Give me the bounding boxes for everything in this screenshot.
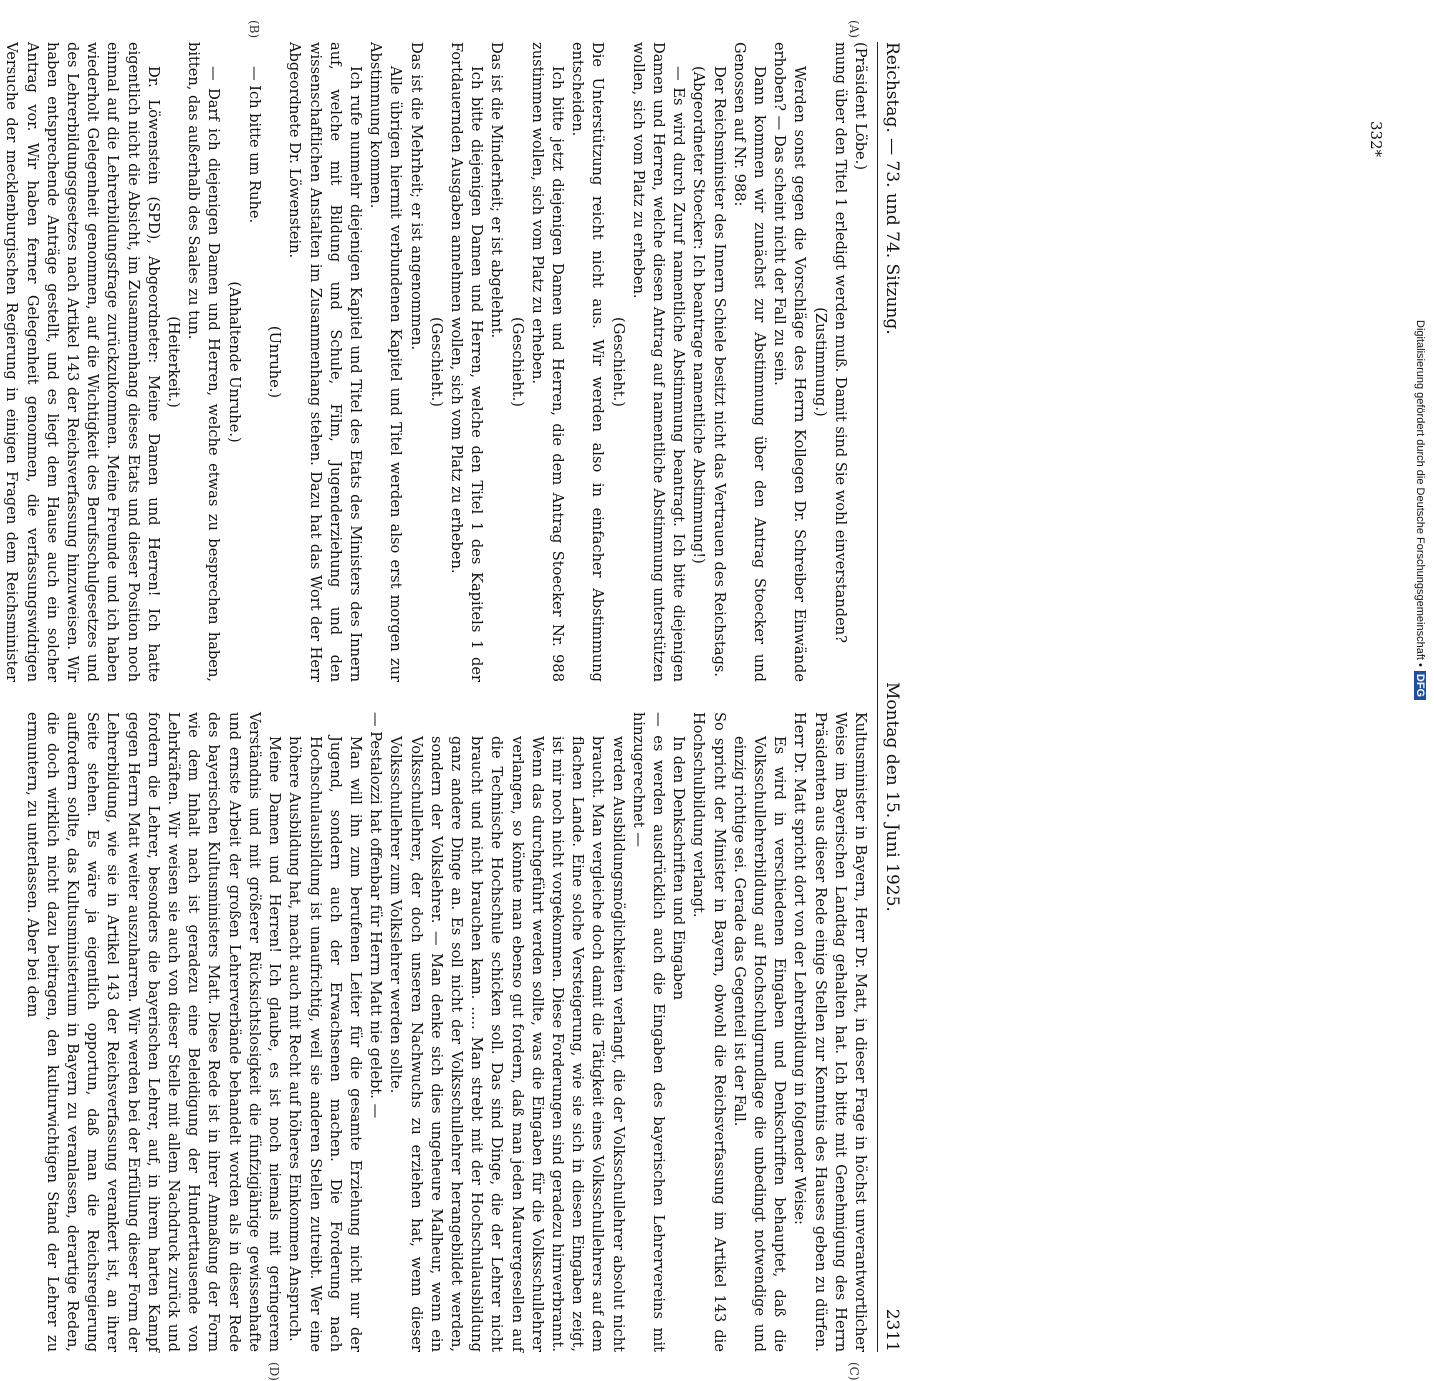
paragraph: (Zustimmung.) — [811, 307, 829, 417]
paragraph: werden Ausbildungsmöglichkeiten verlangt, die der Volksschullehrer absolut nicht braucht. Man vergleiche doch damit die Tätigkeit eines Volksschullehrers auf dem flachen Lande. Eine solche Versteigerung, wie sie sich in diesen Eingaben zeigt, ist mir noch nicht vorgekommen. Diese Forderungen sind geradezu hirnverbrannt. Wenn das durchgeführt werden sollte, was die Eingaben für die Volksschullehrer verlangen, so könnte man ebenso gut fordern, daß man jeden Maurergesellen auf die Technische Hochschule schicken soll. Das sind Dinge, die der Lehrer nicht braucht und nicht brauchen kann. ..... Man strebt mit der Hochschulausbildung ganz andere Dinge an. Es soll nicht der Volksschullehrer herangebildet werden, sondern der Volkslehrer. — Man denke sich dies ungeheure Malheur, wenn ein Volksschullehrer, der doch unseren Nachwuchs zu erziehen hat, wenn dieser Volksschullehrer zum Volkslehrer werden sollte. — [387, 736, 627, 1352]
paragraph: Ich bitte diejenigen Damen und Herren, welche den Titel 1 des Kapitels 1 der Fortdauernden Ausgaben annehmen wollen, sich vom Platz zu erheben. — [447, 42, 486, 682]
paragraph: — Darf ich diejenigen Damen und Herren, welche etwas zu besprechen haben, bitten, das außerhalb des Saales zu tun. — [185, 42, 223, 682]
paragraph: Das ist die Mehrheit; er ist angenommen. — [407, 42, 425, 351]
paragraph: Alle übrigen hiermit verbundenen Kapitel und Titel werden also erst morgen zur Abstimmung kommen. — [367, 42, 405, 682]
footer-signature: 332* — [1367, 121, 1385, 158]
paragraph: Dann kommen wir zunächst zur Abstimmung über den Antrag Stoecker und Genossen auf Nr. 988: — [730, 42, 768, 682]
dfg-logo: DFG — [1414, 671, 1426, 700]
paragraph: (Geschieht.) — [508, 317, 526, 407]
sidebar-credit — [1412, 0, 1430, 1000]
margin-mark-b: (B) — [247, 20, 261, 39]
paragraph: Dr. Löwenstein (SPD), Abgeordneter: Meine Damen und Herren! Ich hatte eigentlich nicht die Absicht, im Zusammenhang dieses Etats und dieser Position noch einmal auf die Lehrerbildungsfrage zurückzukommen. Meine Freunde und ich haben wiederholt Gelegenheit genommen, auf die Wichtigkeit des Berufsschulgesetzes und des Lehrerbildungsgesetzes nach Artikel 143 der Reichsverfassung hinzuweisen. Wir haben entsprechende Anträge gestellt, und es liegt dem Hause auch ein solcher Antrag vor. Wir haben ferner Gelegenheit genommen, die verfassungswidrigen Versuche der mecklenburgischen Regierung in einigen Fragen dem Reichsminister — [3, 42, 162, 682]
paragraph: (Geschieht.) — [609, 317, 627, 407]
margin-mark-c: (C) — [847, 1362, 861, 1381]
paragraph: — Ich bitte um Ruhe. — [245, 66, 263, 224]
margin-mark-a: (A) — [847, 20, 861, 39]
paragraph: Das ist die Minderheit; er ist abgelehnt. — [488, 42, 506, 339]
paragraph: In den Denkschriften und Eingaben — [670, 736, 688, 1000]
paragraph: (Präsident Löbe.) — [852, 42, 869, 171]
paragraph: — Es wird durch Zuruf namentliche Abstimmung beantragt. Ich bitte diejenigen Damen und Herren, welche diesen Antrag auf namentliche Abstimmung unterstützen wollen, sich vom Platz zu erheben. — [629, 42, 688, 682]
paragraph: (Unruhe.) — [266, 325, 284, 399]
paragraph: Ich bitte jetzt diejenigen Damen und Herren, die dem Antrag Stoecker Nr. 988 zustimmen wollen, sich vom Platz zu erheben. — [528, 42, 566, 682]
paragraph: — es werden ausdrücklich auch die Eingaben des bayerischen Lehrervereins mit hinzugerechnet — — [629, 712, 667, 1352]
header-left: Reichstag. — 73. und 74. Sitzung. — [882, 42, 902, 335]
paragraph: (Heiterkeit.) — [165, 316, 183, 408]
page-header — [877, 42, 904, 1352]
header-date: Montag den 15. Juni 1925. — [882, 682, 902, 912]
right-column — [23, 712, 870, 1352]
paragraph: Man will ihn zum berufenen Leiter für die gesamte Erziehung nicht nur der Jugend, sondern auch der Erwachsenen machen. Die Forderung nach Hochschulausbildung ist unaufrichtig, weil sie anderen Stellen zutreibt. Wer eine höhere Ausbildung hat, macht auch mit Recht auf höheres Einkommen Anspruch. — [286, 736, 364, 1352]
margin-mark-d: (D) — [267, 1362, 281, 1381]
paragraph: (Anhaltende Unruhe.) — [225, 281, 243, 443]
paragraph: Meine Damen und Herren! Ich glaube, es ist noch niemals mit geringerem Verständnis und mit größerer Rücksichtslosigkeit die fünfzigjährige gewissenhafte und ernste Arbeit der großen Lehrerverbände behandelt worden als in dieser Rede des bayerischen Kultusministers Matt. Diese Rede ist in ihrer Anmaßung der Form wie dem Inhalt nach ist geradezu eine Beleidigung der Hunderttausende von Lehrkräften. Wir weisen sie auch von dieser Stelle mit allem Nachdruck zurück und fordern die Lehrer, besonders die bayerischen Lehrer, auf, in ihrem harten Kampf gegen Herrn Matt weiter auszuharren. Wir werden bei der Erfüllung dieser Form der Lehrerbildung, wie sie in Artikel 143 der Reichsverfassung verankert ist, an ihrer Seite stehen. Es wäre ja eigentlich opportun, daß man die Reichsregierung auffordern sollte, das Kultusministerium in Bayern zu veranlassen, derartige Reden, die doch wirklich nicht dazu beitragen, den kulturwichtigen Stand der Lehrer zu ermuntern, zu unterlassen. Aber bei dem — [23, 712, 284, 1352]
page-number: 2311 — [882, 1308, 902, 1352]
paragraph: Werden sonst gegen die Vorschläge des Herrn Kollegen Dr. Schreiber Einwände erhoben? — Das scheint nicht der Fall zu sein. — [771, 42, 809, 682]
paragraph: So spricht der Minister in Bayern, obwohl die Reichsverfassung im Artikel 143 die Hochschulbildung verlangt. — [690, 712, 728, 1352]
paragraph: (Geschieht.) — [427, 317, 445, 407]
paragraph: (Abgeordneter Stoecker: Ich beantrage namentliche Abstimmung!) — [690, 66, 708, 564]
paragraph: Es wird in verschiedenen Eingaben und Denkschriften behauptet, daß die Volksschullehrerbildung auf Hochschulgrundlage die unbedingt notwendige und einzig richtige sei. Gerade das Gegenteil ist der Fall. — [730, 736, 789, 1352]
paragraph: Der Reichsminister des Innern Schiele besitzt nicht das Vertrauen des Reichstags. — [710, 66, 728, 678]
paragraph: — Pestalozzi hat offenbar für Herrn Matt nie gelebt. — — [367, 712, 385, 1119]
paragraph: Ich rufe nunmehr diejenigen Kapitel und Titel des Etats des Ministers des Innern auf, welche mit Bildung und Schule, Film, Jugenderziehung und den wissenschaftlichen Anstalten im Zusammenhang stehen. Dazu hat das Wort der Herr Abgeordnete Dr. Löwenstein. — [286, 42, 364, 682]
left-column — [3, 42, 870, 682]
paragraph: Kultusminister in Bayern, Herr Dr. Matt, in dieser Frage in höchst unverantwortlicher Weise im Bayerischen Landtag gehalten hat. Ich bitte mit Genehmigung des Herrn Präsidenten aus dieser Rede einige Stellen zur Kenntnis des Hauses geben zu dürfen. Herr Dr. Matt spricht dort von der Lehrerbildung in folgender Weise: — [791, 712, 869, 1352]
paragraph: Die Unterstützung reicht nicht aus. Wir werden also in einfacher Abstimmung entscheiden. — [569, 42, 607, 682]
credit-text: Digitalisierung gefördert durch die Deutsche Forschungsgemeinschaft • — [1414, 320, 1426, 667]
paragraph: mung über den Titel 1 erledigt werden muß. Damit sind Sie wohl einverstanden? — [831, 42, 849, 644]
rotated-page-content — [3, 20, 904, 1381]
